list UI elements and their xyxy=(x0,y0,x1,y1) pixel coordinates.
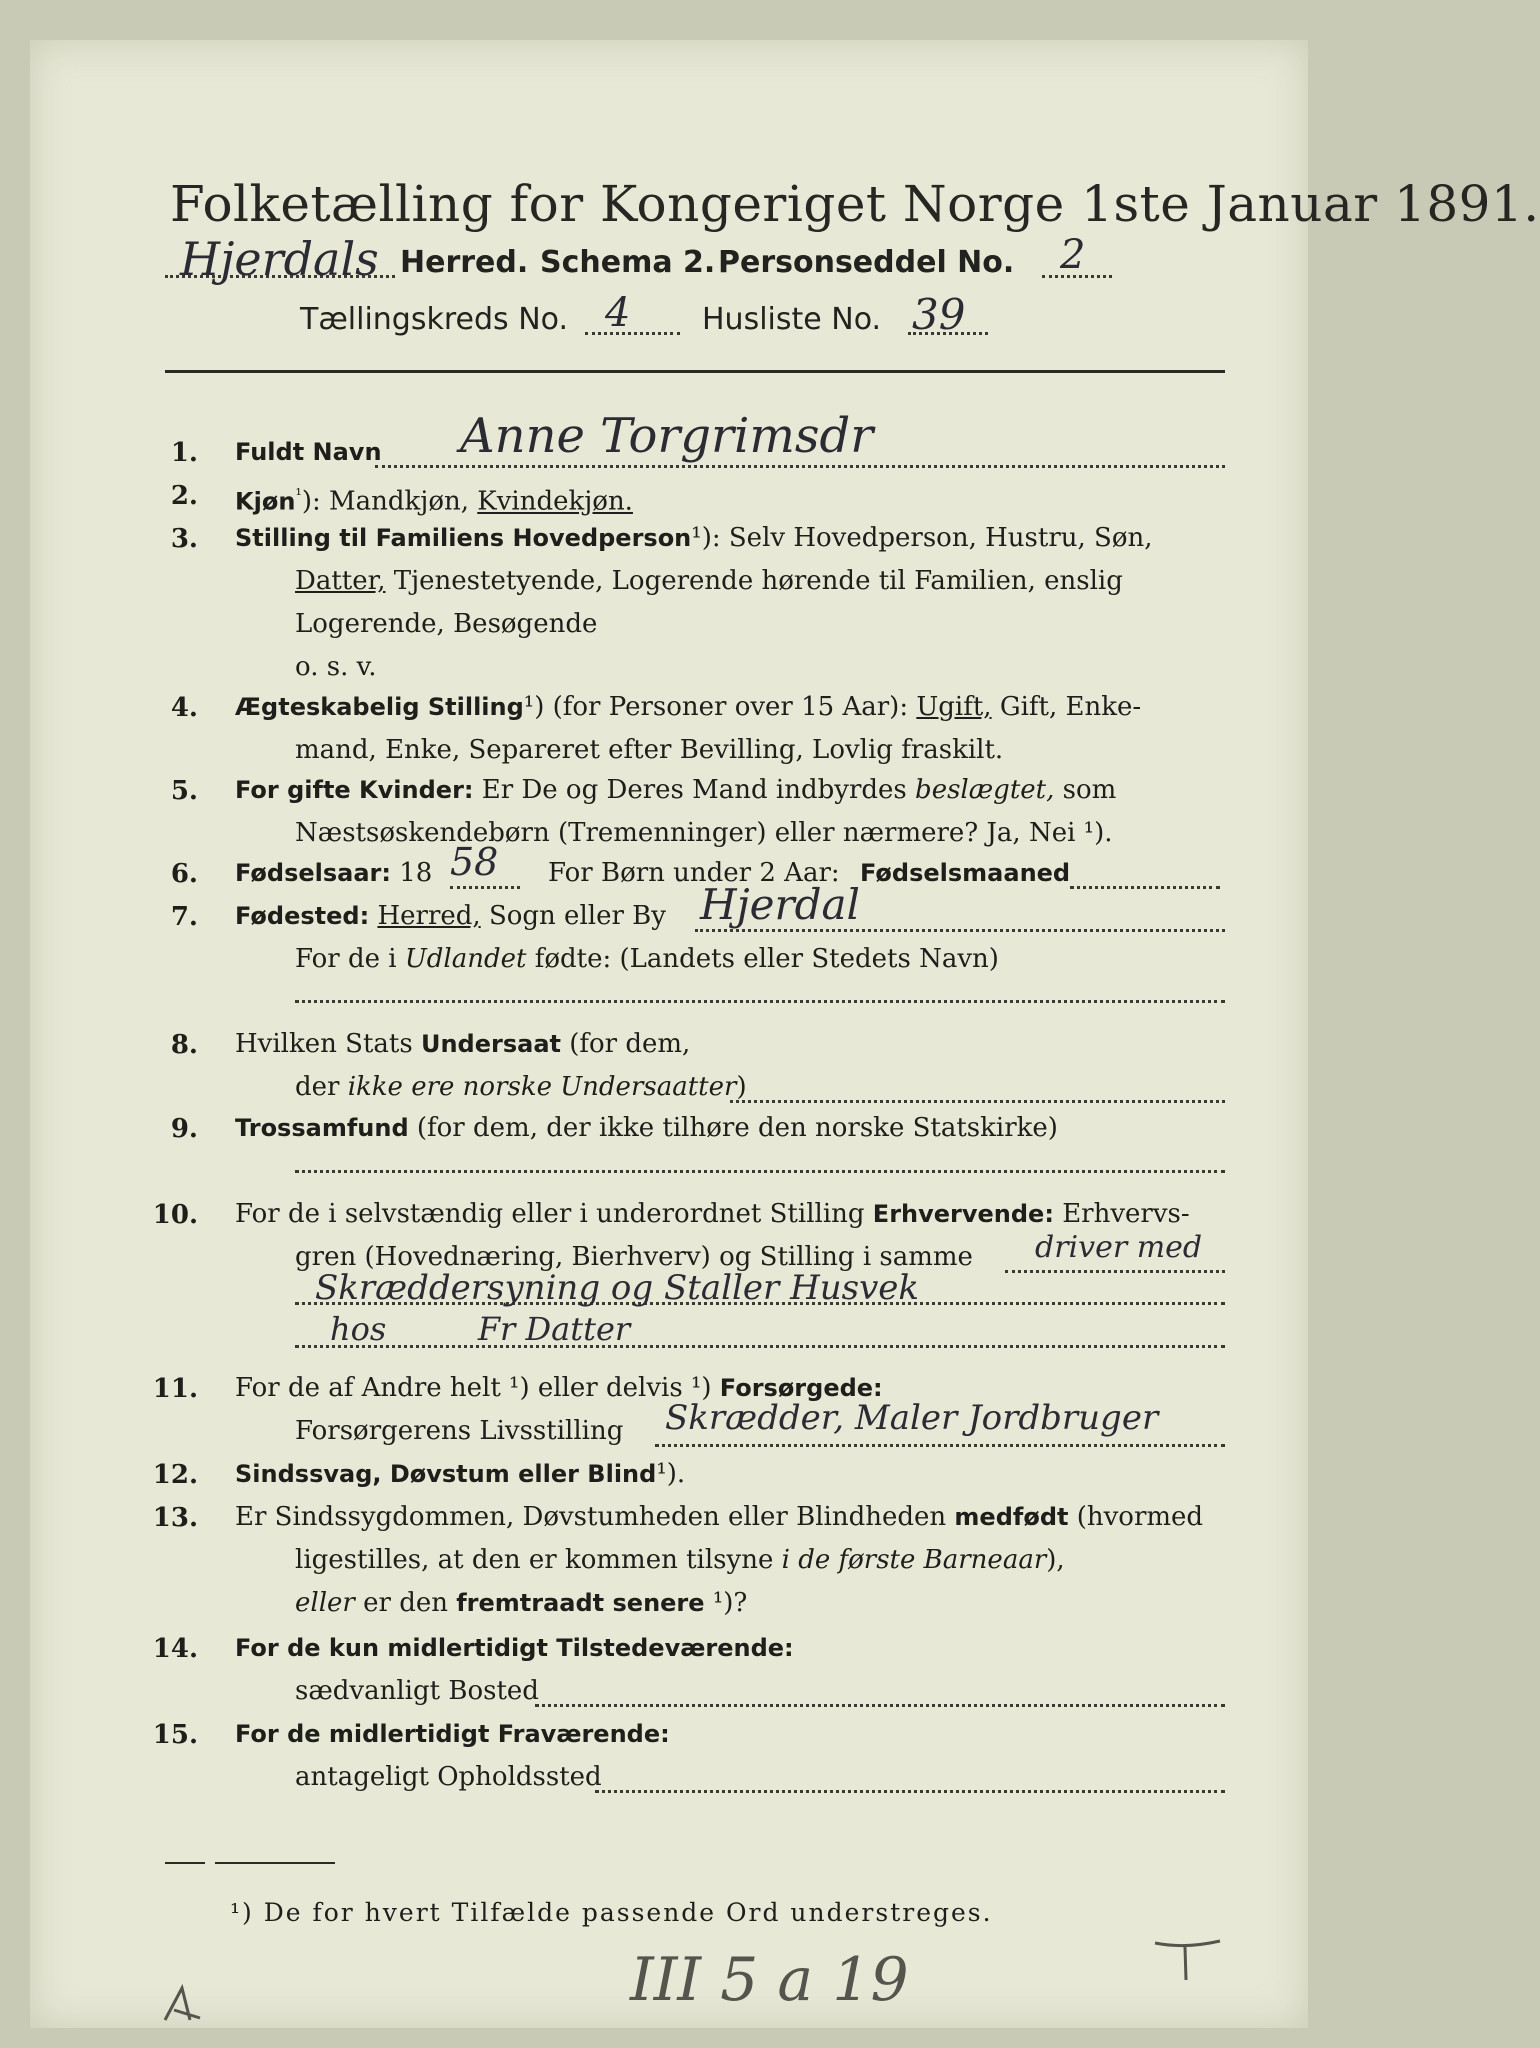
q7-answer: Hjerdal xyxy=(700,880,860,929)
q4-end: Gift, Enke- xyxy=(999,692,1142,722)
q14-label: For de kun midlertidigt Tilstedeværende: xyxy=(235,1634,794,1662)
q6-answer: 58 xyxy=(450,840,499,884)
q8-a: Hvilken Stats xyxy=(235,1029,413,1059)
q8-dotted-line xyxy=(730,1100,1225,1103)
q12-end: ¹). xyxy=(656,1459,686,1489)
q15-dotted-line xyxy=(595,1790,1225,1793)
q13-l3-italic: eller xyxy=(295,1588,355,1618)
q3-line-4: o. s. v. xyxy=(295,652,377,682)
q11-answer: Skrædder, Maler Jordbruger xyxy=(665,1398,1159,1438)
herred-label: Herred. xyxy=(400,245,529,280)
q8-l2a: der xyxy=(295,1072,340,1102)
item-number-11: 11. xyxy=(152,1374,198,1404)
q4-line-2: mand, Enke, Separeret efter Bevilling, Lovlig fraskilt. xyxy=(295,735,1004,765)
q8-l2-italic: ikke ere norske Undersaatter xyxy=(347,1072,737,1102)
q5-line-2: Næstsøskendebørn (Tremenninger) eller nærmere? Ja, Nei ¹). xyxy=(295,818,1113,848)
q15-line-2: antageligt Opholdssted xyxy=(295,1762,602,1792)
q3-rest: ¹): Selv Hovedperson, Hustru, Søn, xyxy=(691,523,1153,553)
q10-label: Erhvervende: xyxy=(872,1200,1054,1228)
corner-pencil-mark-left xyxy=(160,1980,220,2030)
q13-label: medfødt xyxy=(954,1503,1069,1531)
q7-foreign-dotted-line xyxy=(295,1000,1225,1003)
footnote-rule-long xyxy=(215,1862,335,1864)
q13-line-1 xyxy=(235,1500,1203,1534)
q11-line-2: Forsørgerens Livsstilling xyxy=(295,1416,624,1446)
q9-dotted-line xyxy=(295,1170,1225,1173)
q13-line-2 xyxy=(295,1543,1065,1577)
q6-prefix: 18 xyxy=(399,858,433,888)
q3-choice: Datter, xyxy=(295,566,386,596)
q6-label: Fødselsaar: xyxy=(235,859,391,887)
q8-line-1 xyxy=(235,1027,690,1061)
item-number-14: 14. xyxy=(152,1634,198,1664)
q5-italic: beslægtet, xyxy=(915,775,1055,805)
kreds-value: 4 xyxy=(605,290,631,336)
q8-line-2 xyxy=(295,1070,747,1104)
q10-answer-1: driver med xyxy=(1035,1230,1203,1265)
q1-answer: Anne Torgrimsdr xyxy=(460,408,874,464)
q9-line xyxy=(235,1111,1058,1145)
footnote-rule-short xyxy=(165,1862,205,1864)
q5-rest: Er De og Deres Mand indbyrdes xyxy=(481,775,907,805)
q6-line xyxy=(235,856,432,890)
q7-line-2 xyxy=(295,942,999,976)
q5-end: som xyxy=(1062,775,1117,805)
q2-line xyxy=(235,478,633,519)
q8-l2b: ) xyxy=(736,1072,747,1102)
q13-l3-label: fremtraadt senere xyxy=(456,1589,705,1617)
q7-l2a: For de i xyxy=(295,944,397,974)
q13-l2-italic: i de første Barneaar xyxy=(781,1545,1047,1575)
form-title: Folketælling for Kongeriget Norge 1ste Januar 1891. xyxy=(170,175,1540,233)
q10-a: For de i selvstændig eller i underordnet Stilling xyxy=(235,1199,865,1229)
personseddel-value: 2 xyxy=(1060,232,1086,278)
item-number-2: 2. xyxy=(170,481,198,511)
q3-label: Stilling til Familiens Hovedperson xyxy=(235,524,692,552)
kreds-label: Tællingskreds No. xyxy=(300,302,568,337)
q2-label: Kjøn xyxy=(235,487,296,516)
q2-text: ): Mandkjøn, xyxy=(301,486,469,517)
item-number-3: 3. xyxy=(170,524,198,554)
q9-label: Trossamfund xyxy=(235,1114,409,1142)
item-number-10: 10. xyxy=(152,1200,198,1230)
husliste-value: 39 xyxy=(912,290,966,339)
q10-b: Erhvervs- xyxy=(1062,1199,1190,1229)
q3-line-1 xyxy=(235,521,1153,555)
q13-line-3 xyxy=(295,1586,747,1620)
q10-line-1 xyxy=(235,1197,1190,1231)
item-number-13: 13. xyxy=(152,1503,198,1533)
item-number-6: 6. xyxy=(170,859,198,889)
q2-sup: ¹ xyxy=(295,485,302,504)
q10-line-2: gren (Hovednæring, Bierhverv) og Stilling i samme xyxy=(295,1242,973,1272)
herred-value: Hjerdals xyxy=(180,232,379,286)
q7-choice: Herred, xyxy=(377,901,481,931)
q15-label: For de midlertidigt Fraværende: xyxy=(235,1720,670,1748)
kreds-dotted-line xyxy=(585,332,680,335)
item-number-12: 12. xyxy=(152,1460,198,1490)
q1-dotted-line xyxy=(375,465,1225,468)
q4-choice: Ugift, xyxy=(916,692,992,722)
q14-line-2: sædvanligt Bosted xyxy=(295,1676,539,1706)
q11-label: Forsørgede: xyxy=(719,1374,883,1402)
item-number-5: 5. xyxy=(170,776,198,806)
item-number-4: 4. xyxy=(170,693,198,723)
corner-pencil-mark-right xyxy=(1150,1935,1230,1985)
q9-rest: (for dem, der ikke tilhøre den norske Statskirke) xyxy=(416,1113,1058,1143)
q7-l2-italic: Udlandet xyxy=(404,944,527,974)
q8-label: Undersaat xyxy=(420,1030,561,1058)
q11-a: For de af Andre helt ¹) eller delvis ¹) xyxy=(235,1373,712,1403)
q14-dotted-line xyxy=(535,1704,1225,1707)
q13-a: Er Sindssygdommen, Døvstumheden eller Blindheden xyxy=(235,1502,947,1532)
q13-l3a: er den xyxy=(363,1588,448,1618)
q12-label: Sindssvag, Døvstum eller Blind xyxy=(235,1460,657,1488)
q8-b: (for dem, xyxy=(569,1029,691,1059)
personseddel-label: Personseddel No. xyxy=(718,245,1015,280)
archive-mark: III 5 a 19 xyxy=(630,1945,909,2015)
q3-line-3: Logerende, Besøgende xyxy=(295,609,598,639)
q6-label-2: Fødselsmaaned xyxy=(860,859,1071,887)
q7-line-1 xyxy=(235,899,666,933)
q7-dotted-line xyxy=(695,929,1225,932)
q1-label: Fuldt Navn xyxy=(235,438,382,466)
q10-answer-2: Skræddersyning og Staller Husvek xyxy=(315,1268,920,1308)
q6-month-dotted-line xyxy=(1070,886,1220,889)
q10-dotted-line-1 xyxy=(1005,1270,1225,1273)
q13-l3b: ¹)? xyxy=(712,1588,748,1618)
q4-rest: ¹) (for Personer over 15 Aar): xyxy=(523,692,909,722)
q5-label: For gifte Kvinder: xyxy=(235,776,474,804)
q4-label: Ægteskabelig Stilling xyxy=(235,693,524,721)
q4-line-1 xyxy=(235,690,1141,724)
schema-label: Schema 2. xyxy=(540,245,716,280)
q7-rest: Sogn eller By xyxy=(488,901,666,931)
item-number-8: 8. xyxy=(170,1030,198,1060)
header-rule xyxy=(165,370,1225,373)
item-number-1: 1. xyxy=(170,438,198,468)
q11-dotted-line xyxy=(655,1444,1225,1447)
q12-line xyxy=(235,1457,685,1491)
census-form-sheet xyxy=(30,40,1540,2028)
footnote: ¹) De for hvert Tilfælde passende Ord understreges. xyxy=(230,1898,993,1927)
q13-l2b: ), xyxy=(1046,1545,1065,1575)
item-number-15: 15. xyxy=(152,1720,198,1750)
q13-l2a: ligestilles, at den er kommen tilsyne xyxy=(295,1545,774,1575)
husliste-label: Husliste No. xyxy=(702,302,882,337)
q13-b: (hvormed xyxy=(1076,1502,1204,1532)
q7-label: Fødested: xyxy=(235,902,370,930)
q10-answer-3: hos Fr Datter xyxy=(330,1310,631,1348)
item-number-7: 7. xyxy=(170,902,198,932)
q3-text-2: Tjenestetyende, Logerende hørende til Familien, enslig xyxy=(393,566,1123,596)
item-number-9: 9. xyxy=(170,1114,198,1144)
q5-line-1 xyxy=(235,773,1116,807)
q6-mid: For Børn under 2 Aar: xyxy=(548,858,840,888)
q3-line-2 xyxy=(295,564,1123,598)
q2-choice: Kvindekjøn. xyxy=(477,486,633,517)
q6-year-dotted-line xyxy=(450,886,520,889)
q7-l2b: fødte: (Landets eller Stedets Navn) xyxy=(534,944,999,974)
